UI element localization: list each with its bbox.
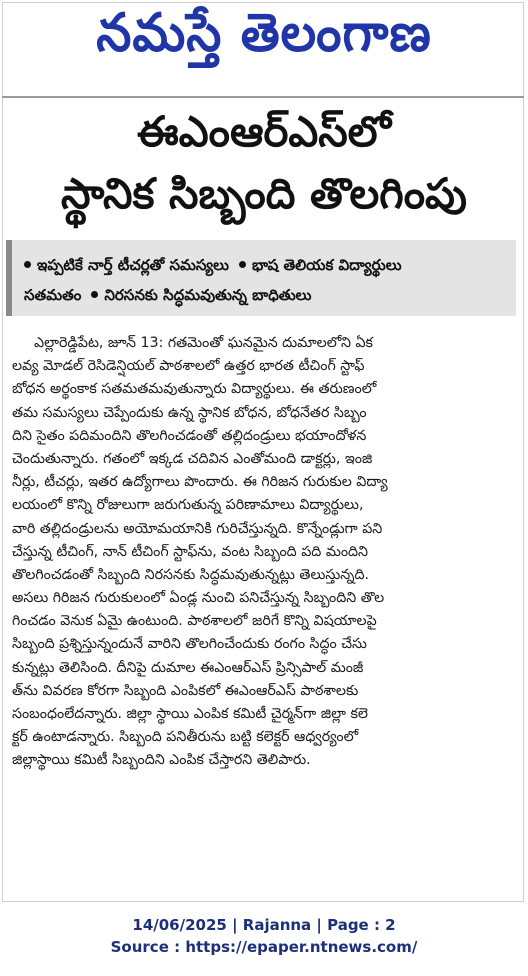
bullet-icon <box>91 291 98 298</box>
bullet-icon <box>239 261 246 268</box>
article-line: త్‌ను వివరణ కోరగా సిబ్బంది ఎంపికలో ఈఎంఆర్ఎస్ పాఠశాలకు <box>12 682 359 699</box>
article-line: క్టర్ ఉంటాడన్నారు. సిబ్బంది పనితీరును బట్టి కలెక్టర్ ఆధ్వర్యంలో <box>12 729 359 746</box>
article-line: కున్నట్లు తెలిసింది. దీనిపై దుమాల ఈఎంఆర్ఎస్ ప్రిన్సిపాల్ మంజీ <box>12 659 364 676</box>
article-line: అసలు గిరిజన గురుకులంలో ఏండ్ల నుంచి పనిచేస్తున్న సిబ్బందిని తొల <box>12 590 385 607</box>
headline-line-2: స్థానిక సిబ్బంది తొలగింపు <box>61 169 467 218</box>
article-line: నీర్లు, టీచర్లు, ఇతర ఉద్యోగాలు పొందారు. ఈ గిరిజన గురుకుల విద్యా <box>12 474 388 491</box>
article-line: సిబ్బంది ప్రశ్నిస్తున్నందునే వారిని తొలగించేందుకు రంగం సిద్ధం చేసు <box>12 636 367 653</box>
article-line: దిని సైతం పదిమందిని తొలగించడంతో తల్లిదండ్రులు భయాందోళన <box>12 427 367 444</box>
article-line: ఎల్లారెడ్డిపేట, జూన్ 13: గతమెంతో ఘనమైన దుమాలలోని ఏక <box>34 335 373 351</box>
footer-source-line: Source : https://epaper.ntnews.com/ <box>110 938 418 956</box>
headline-line-1: ఈఎంఆర్ఎస్‌లో <box>137 107 391 156</box>
masthead-logo: నమస్తే తెలంగాణ <box>96 1 432 63</box>
article-body <box>12 332 512 773</box>
article-line: లవ్య మోడల్ రెసిడెన్షియల్ పాఠశాలలో ఉత్తర భారత టీచింగ్ స్టాఫ్ <box>12 358 365 375</box>
subheading-box <box>6 240 516 316</box>
subheading-line <box>24 254 514 276</box>
footer-date-line: 14/06/2025 | Rajanna | Page : 2 <box>132 916 396 934</box>
article-line: జిల్లాస్థాయి కమిటీ సిబ్బందిని ఎంపిక చేస్తారని తెలిపారు. <box>12 752 311 769</box>
article-line: బోధన అర్థంకాక సతమతమవుతున్నారు విద్యార్థులు. ఈ తరుణంలో <box>12 381 377 398</box>
bullet-icon <box>24 261 31 268</box>
article-line: తమ సమస్యలు చెప్పేందుకు ఉన్న స్థానిక బోధన, బోధనేతర సిబ్బం <box>12 404 367 421</box>
article-line: చేస్తున్న టీచింగ్, నాన్ టీచింగ్ స్టాఫ్‌ను, వంట సిబ్బంది పది మందిని <box>12 543 369 560</box>
divider <box>2 96 524 98</box>
masthead <box>0 1 528 74</box>
subheading-item: సతమతం <box>24 286 82 304</box>
subheading-line <box>24 284 514 306</box>
subheading-item: నిరసనకు సిద్ధమవుతున్న బాధితులు <box>104 286 312 304</box>
article-line: వారి తల్లిదండ్రులను అయోమయానికి గురిచేస్తున్నది. కొన్నేండ్లుగా పని <box>12 520 383 537</box>
article-line: గించడం వెనుక ఏమై ఉంటుంది. పాఠశాలలో జరిగే కొన్ని విషయాలపై <box>12 613 377 630</box>
subheading-item: భాష తెలియక విద్యార్థులు <box>251 256 402 274</box>
article-line: చెందుతున్నారు. గతంలో ఇక్కడ చదివిన ఎంతోమంది డాక్టర్లు, ఇంజి <box>12 450 373 467</box>
article-line: సంబంధంలేదన్నారు. జిల్లా స్థాయి ఎంపిక కమిటీ చైర్మన్‌గా జిల్లా కలె <box>12 706 368 722</box>
article-line: తొలగించడంతో సిబ్బంది నిరసనకు సిద్ధమవుతున్నట్లు తెలుస్తున్నది. <box>12 566 369 583</box>
subheading-item: ఇప్పటికే నార్త్ టీచర్లతో సమస్యలు <box>37 256 229 274</box>
article-line: లయంలో కొన్ని రోజులుగా జరుగుతున్న పరిణామాలు విద్యార్థులు, <box>12 497 364 514</box>
